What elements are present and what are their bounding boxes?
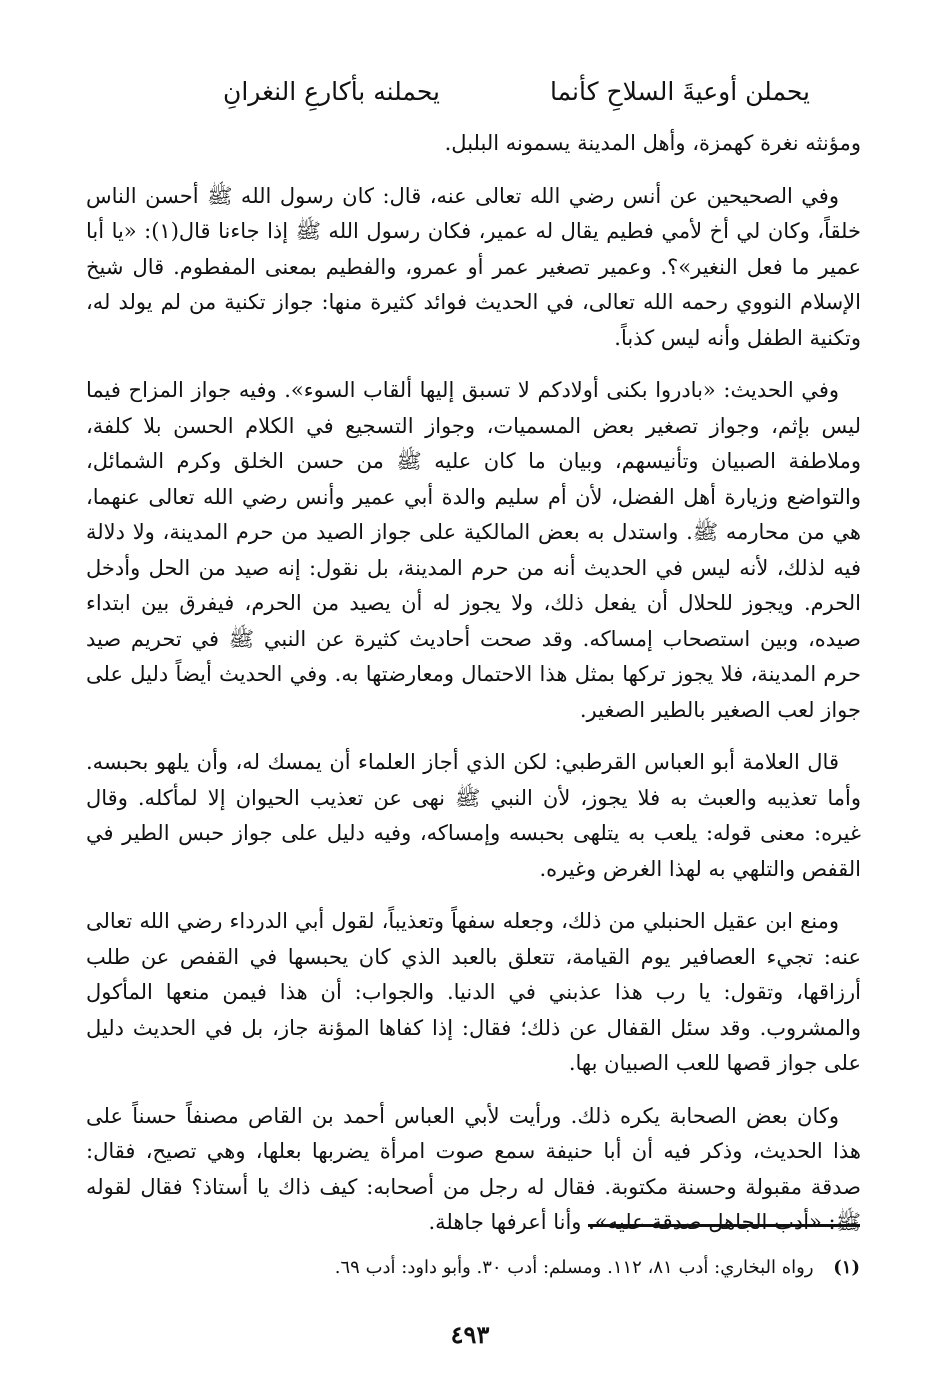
footnote-number: (١) — [833, 1257, 860, 1278]
page-number: ٤٩٣ — [450, 1320, 490, 1349]
paragraph: وفي الصحيحين عن أنس رضي الله تعالى عنه، قال: كان رسول الله ﷺ أحسن الناس خلقاً، وكان لي أخ لأمي فطيم يقال له عمير، فكان رسول الله ﷺ إذا جاءنا قال(١): «يا أبا عمير ما فعل النغير»؟. وعمير تصغير عمر أو عمرو، والفطيم بمعنى المفطوم. قال شيخ الإسلام النووي رحمه الله تعالى، في الحديث فوائد كثيرة منها: جواز تكنية من لم يولد له، وتكنية الطفل وأنه ليس كذباً. — [86, 183, 861, 350]
verse-first-hemistich: يحملن أوعيةَ السلاحِ كأنما — [549, 77, 810, 106]
verse-second-hemistich: يحملنه بأكارعِ النغرانِ — [222, 77, 440, 106]
paragraph-continuation: ومؤنثه نغرة كهمزة، وأهل المدينة يسمونه البلبل. — [444, 131, 861, 155]
paragraph: قال العلامة أبو العباس القرطبي: لكن الذي أجاز العلماء أن يمسك له، وأن يلهو بحبسه. وأما تعذيبه والعبث به فلا يجوز، لأن النبي ﷺ نهى عن تعذيب الحيوان إلا لمأكله. وقال غيره: معنى قوله: يلعب به يتلهى بحبسه وإمساكه، وفيه دليل على جواز حبس الطير في القفص والتلهي به لهذا الغرض وغيره. — [86, 750, 861, 881]
paragraph: ومنع ابن عقيل الحنبلي من ذلك، وجعله سفهاً وتعذيباً، لقول أبي الدرداء رضي الله تعالى عنه: تجيء العصافير يوم القيامة، تتعلق بالعبد الذي كان يحبسها في القفص عن طلب أرزاقها، وتقول: يا رب هذا عذبني في الدنيا. والجواب: أن هذا فيمن منعها المأكول والمشروب. وقد سئل القفال عن ذلك؛ فقال: إذا كفاها المؤنة جاز، بل في الحديث دليل على جواز قصها للعب الصبيان بها. — [86, 909, 861, 1075]
footnote-text: رواه البخاري: أدب ٨١، ١١٢. ومسلم: أدب ٣٠. وأبو داود: أدب ٦٩. — [334, 1257, 814, 1278]
paragraph: وكان بعض الصحابة يكره ذلك. ورأيت لأبي العباس أحمد بن القاص مصنفاً حسناً على هذا الحديث، وذكر فيه أن أبا حنيفة سمع صوت امرأة يضربها بعلها، وهي تصيح، فقال: صدقة مقبولة وحسنة مكتوبة. فقال له رجل من أصحابه: كيف ذاك يا أستاذ؟ فقال لقوله ﷺ: «أدب الجاهل صدقة عليه». وأنا أعرفها جاهلة. — [86, 1103, 861, 1234]
main-text — [86, 126, 861, 1258]
footnote-separator — [588, 1224, 860, 1227]
paragraph: وفي الحديث: «بادروا بكنى أولادكم لا تسبق إليها ألقاب السوء». وفيه جواز المزاح فيما ليس بإثم، وجواز تصغير بعض المسميات، وجواز التسجيع في الكلام الحسن بلا كلفة، وملاطفة الصبيان وتأنيسهم، وبيان ما كان عليه ﷺ من حسن الخلق وكرم الشمائل، والتواضع وزيارة أهل الفضل، لأن أم سليم والدة أبي عمير وأنس رضي الله تعالى عنهما، هي من محارمه ﷺ. واستدل به بعض المالكية على جواز الصيد من حرم المدينة، ولا دلالة فيه لذلك، لأنه ليس في الحديث أنه من حرم المدينة، بل نقول: إنه صيد من الحل وأدخل الحرم. ويجوز للحلال أن يفعل ذلك، ولا يجوز له أن يصيد من الحرم، فيفرق بين ابتداء صيده، وبين استصحاب إمساكه. وقد صحت أحاديث كثيرة عن النبي ﷺ في تحريم صيد حرم المدينة، فلا يجوز تركها بمثل هذا الاحتمال ومعارضتها به. وفي الحديث أيضاً دليل على جواز لعب الصغير بالطير الصغير. — [86, 378, 861, 722]
footnote — [286, 1253, 860, 1283]
poem-verse — [100, 72, 820, 112]
